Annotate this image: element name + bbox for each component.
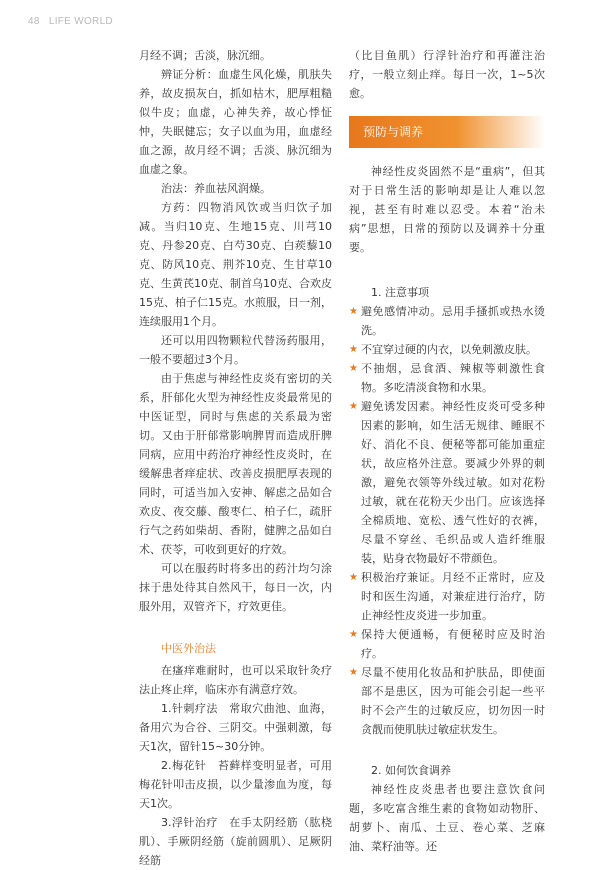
precautions-list: [349, 302, 545, 739]
star-icon: ★: [349, 344, 358, 355]
paragraph: （比目鱼肌）行浮针治疗和再灌注治疗，一般立刻止痒。每日一次，1~5次愈。: [349, 49, 545, 100]
list-heading: 1. 注意事项: [371, 286, 429, 299]
paragraph: 1.针刺疗法 常取穴曲池、血海，备用穴为合谷、三阴交。中强刺激，每天1次，留针15~30分钟。: [139, 702, 332, 753]
star-icon: ★: [349, 306, 358, 317]
paragraph: 还可以用四物颗粒代替汤药服用，一般不要超过3个月。: [139, 334, 332, 366]
list-item: ★ 尽量不使用化妆品和护肤品，即使面部不是患区，因为可能会引起一些平时不会产生的过敏反应，切勿因一时贪靓而使肌肤过敏症状发生。: [349, 663, 545, 739]
star-icon: ★: [349, 363, 358, 374]
list-item: ★ 不宜穿过硬的内衣，以免刺激皮肤。: [349, 340, 545, 359]
list-item: ★ 保持大便通畅，有便秘时应及时治疗。: [349, 625, 545, 663]
paragraph: 神经性皮炎固然不是“重病”，但其对于日常生活的影响却是让人难以忽视，甚至有时难以忍受。本着“治未病”思想，日常的预防以及调养十分重要。: [349, 165, 545, 254]
left-column: [139, 46, 332, 870]
magazine-name: LIFE WORLD: [48, 16, 113, 27]
paragraph: 在瘙痒难耐时，也可以采取针灸疗法止疼止痒，临床亦有满意疗效。: [139, 664, 332, 696]
section-title: 预防与调养: [349, 116, 545, 148]
list-item: ★ 避免诱发因素。神经性皮炎可受多种因素的影响，如生活无规律、睡眠不好、消化不良、便秘等都可能加重症状，故应格外注意。要减少外界的刺激，避免衣领等外线过敏。如对花粉过敏，就在花粉天少出门。应该选择全棉质地、宽松、透气性好的衣裤，尽量不穿丝、毛织品或人造纤维服装，贴身衣物最好不带颜色。: [349, 397, 545, 568]
subheading: 中医外治法: [161, 642, 216, 655]
star-icon: ★: [349, 667, 358, 678]
paragraph: 辨证分析：血虚生风化燥，肌肤失养，故皮损灰白，抓如枯木，肥厚粗糙似牛皮；血虚，心神失养，故心悸怔忡，失眠健忘；女子以血为用，血虚经血之源，故月经不调；舌淡、脉沉细为血虚之象。: [139, 68, 332, 176]
paragraph: 神经性皮炎患者也要注意饮食问题，多吃富含维生素的食物如动物肝、胡萝卜、南瓜、土豆、卷心菜、芝麻油、菜籽油等。还: [349, 783, 545, 853]
list-item: ★ 积极治疗兼证。月经不正常时，应及时和医生沟通，对兼症进行治疗，防止神经性皮炎进一步加重。: [349, 568, 545, 625]
paragraph: 可以在服药时将多出的药汁均匀涂抹于患处待其自然风干，每日一次，内服外用，双管齐下，疗效更佳。: [139, 562, 332, 613]
paragraph: 月经不调；舌淡，脉沉细。: [139, 49, 271, 62]
paragraph: 3.浮针治疗 在手太阴经筋（肱桡肌）、手厥阴经筋（旋前圆肌）、足厥阴经筋: [139, 816, 332, 867]
star-icon: ★: [349, 629, 358, 640]
right-column: [349, 46, 545, 856]
list-heading: 2. 如何饮食调养: [371, 764, 451, 777]
paragraph: 方药：四物消风饮或当归饮子加减。当归10克、生地15克、川芎10克、丹参20克、白芍30克、白蒺藜10克、防风10克、荆芥10克、生甘草10克、生黄芪10克、制首乌10克、合欢皮15克、柏子仁15克。水煎服，日一剂，连续服用1个月。: [139, 201, 332, 328]
paragraph: 2.梅花针 苔藓样变明显者，可用梅花针叩击皮损，以少量渗血为度，每天1次。: [139, 759, 332, 810]
page-header: [28, 16, 113, 27]
star-icon: ★: [349, 401, 358, 412]
list-item: ★ 不抽烟，忌食酒、辣椒等刺激性食物。多吃清淡食物和水果。: [349, 359, 545, 397]
paragraph: 由于焦虑与神经性皮炎有密切的关系，肝郁化火型为神经性皮炎最常见的中医证型，同时与焦虑的关系最为密切。又由于肝郁常影响脾胃而造成肝脾同病，应用中药治疗神经性皮炎时，在缓解患者痒症状、改善皮损肥厚表现的同时，可适当加入安神、解虑之品如合欢皮、夜交藤、酸枣仁、柏子仁，疏肝行气之药如柴胡、香附，健脾之品如白术、茯苓，可收到更好的疗效。: [139, 372, 332, 556]
star-icon: ★: [349, 572, 358, 583]
list-item: ★ 避免感情冲动。忌用手搔抓或热水烫洗。: [349, 302, 545, 340]
page-number: 48: [28, 16, 40, 27]
paragraph: 治法：养血祛风润燥。: [161, 182, 271, 195]
